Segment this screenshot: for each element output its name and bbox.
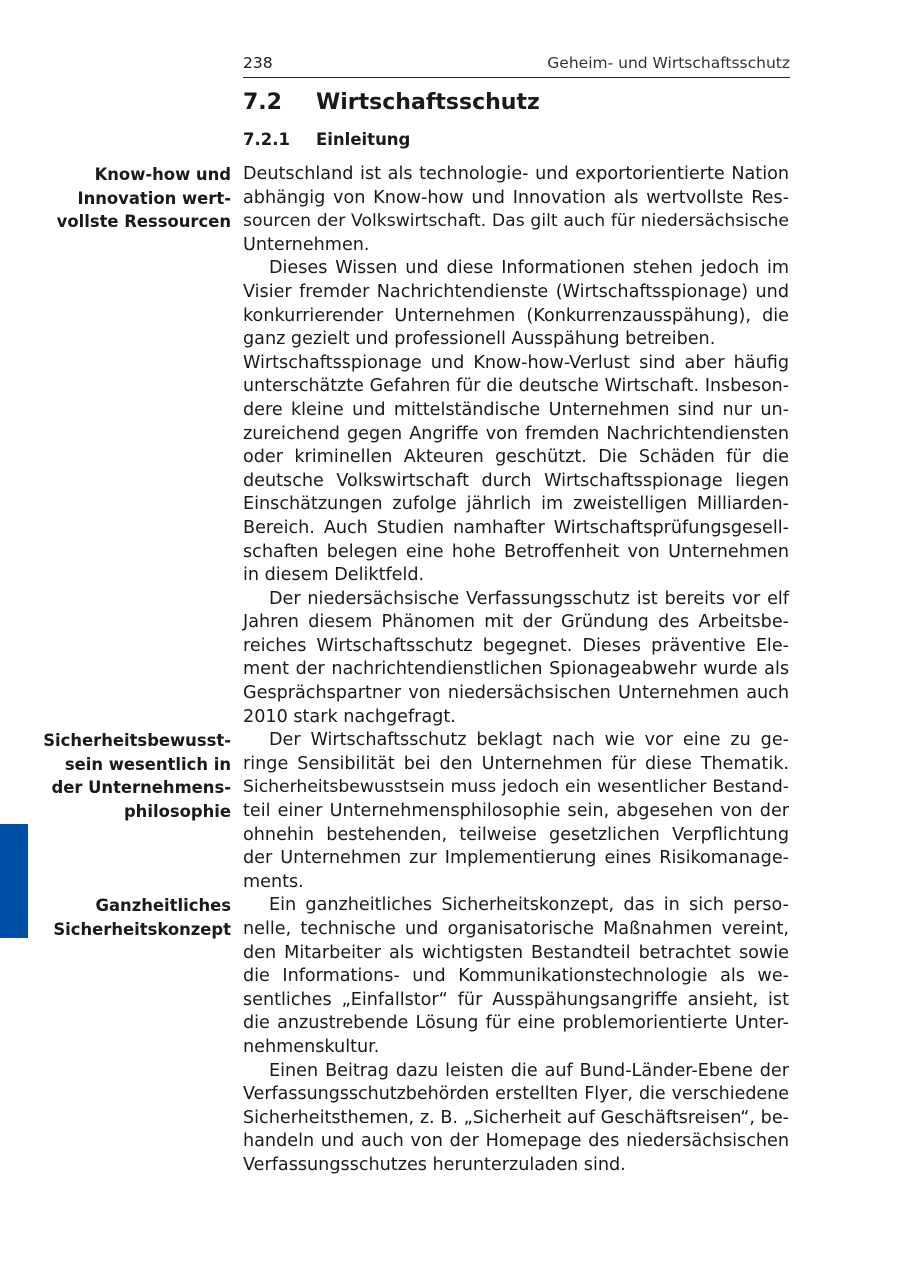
text-line: Sicherheitsthemen, z. B. „Sicherheit auf Geschäftsreisen“, be-	[243, 1107, 789, 1128]
text-line: Deutschland ist als technologie- und exportorientierte Nation	[243, 164, 789, 184]
text-line: Ein ganzheitliches Sicherheitskonzept, das in sich perso-	[269, 895, 789, 916]
text-line: Einen Beitrag dazu leisten die auf Bund-Länder-Ebene der	[269, 1060, 789, 1081]
text-line: Unternehmen.	[243, 234, 370, 255]
section-title: Wirtschaftsschutz	[316, 90, 540, 115]
text-line: dere kleine und mittelständische Unternehmen sind nur un-	[243, 399, 789, 420]
margin-note-line: Sicherheitsbewusst-	[43, 731, 231, 750]
margin-note-line: Know-how und	[94, 165, 231, 184]
text-line: handeln und auch von der Homepage des niedersächsischen	[243, 1131, 789, 1152]
text-line: konkurrierender Unternehmen (Konkurrenzausspähung), die	[243, 305, 789, 326]
text-line: ringe Sensibilität bei den Unternehmen für diese Thematik.	[243, 753, 789, 774]
text-line: abhängig von Know-how und Innovation als wertvollste Res-	[243, 187, 789, 208]
text-line: Wirtschaftsspionage und Know-how-Verlust sind aber häufig	[243, 352, 789, 373]
text-line: Einschätzungen zufolge jährlich im zweistelligen Milliarden-	[243, 494, 789, 515]
text-line: Gesprächspartner von niedersächsischen Unternehmen auch	[243, 683, 789, 704]
text-line: Der niedersächsische Verfassungsschutz ist bereits vor elf	[269, 588, 789, 609]
text-line: ohnehin bestehenden, teilweise gesetzlichen Verpflichtung	[243, 824, 789, 845]
text-line: oder kriminellen Akteuren geschützt. Die Schäden für die	[243, 447, 789, 468]
text-line: den Mitarbeiter als wichtigsten Bestandteil betrachtet sowie	[243, 942, 789, 963]
text-line: 2010 stark nachgefragt.	[243, 706, 456, 727]
text-line: Jahren diesem Phänomen mit der Gründung des Arbeitsbe-	[243, 612, 789, 633]
margin-note-line: Sicherheitskonzept	[53, 919, 231, 939]
subsection-number: 7.2.1	[243, 130, 290, 149]
text-line: sentliches „Einfallstor“ für Ausspähungsangriffe ansieht, ist	[243, 989, 789, 1010]
margin-note-line: philosophie	[123, 801, 231, 821]
margin-note-ganzheitlich	[6, 894, 231, 941]
text-line: reiches Wirtschaftsschutz begegnet. Dieses präventive Ele-	[243, 635, 789, 656]
text-line: Dieses Wissen und diese Informationen stehen jedoch im	[269, 258, 789, 279]
text-line: Bereich. Auch Studien namhafter Wirtschaftsprüfungsgesell-	[243, 517, 789, 538]
body-text	[243, 163, 789, 1178]
running-header	[243, 52, 790, 78]
text-line: Sicherheitsbewusstsein muss jedoch ein wesentlicher Bestand-	[243, 777, 789, 798]
text-line: teil einer Unternehmensphilosophie sein, abgesehen von der	[243, 801, 789, 822]
subsection-title: Einleitung	[316, 130, 411, 149]
text-line: ganz gezielt und professionell Ausspähung betreiben.	[243, 329, 716, 350]
text-line: ment der nachrichtendienstlichen Spionageabwehr wurde als	[243, 659, 789, 680]
margin-note-line: der Unternehmens-	[51, 778, 231, 798]
margin-note-line: vollste Ressourcen	[56, 212, 231, 232]
text-line: Visier fremder Nachrichtendienste (Wirtschaftsspionage) und	[243, 281, 789, 302]
margin-note-line: sein wesentlich in	[64, 754, 231, 774]
text-line: der Unternehmen zur Implementierung eines Risikomanage-	[243, 848, 789, 869]
text-line: unterschätzte Gefahren für die deutsche Wirtschaft. Insbeson-	[243, 376, 789, 397]
margin-note-know-how	[6, 163, 231, 234]
text-line: die Informations- und Kommunikationstechnologie als we-	[243, 966, 789, 987]
text-line: zureichend gegen Angriffe von fremden Nachrichtendiensten	[243, 423, 789, 444]
text-line: schaften belegen eine hohe Betroffenheit von Unternehmen	[243, 541, 789, 562]
margin-note-sicherheitsbewusstsein	[6, 729, 231, 823]
page-number: 238	[243, 54, 273, 72]
text-line: in diesem Deliktfeld.	[243, 565, 425, 586]
section-number: 7.2	[243, 90, 282, 115]
text-line: Verfassungsschutzbehörden erstellten Flyer, die verschiedene	[243, 1084, 789, 1105]
text-line: nehmenskultur.	[243, 1036, 380, 1057]
text-line: Verfassungsschutzes herunterzuladen sind.	[243, 1154, 626, 1175]
margin-note-line: Innovation wert-	[77, 188, 231, 208]
text-line: deutsche Volkswirtschaft durch Wirtschaftsspionage liegen	[243, 470, 789, 491]
margin-note-line: Ganzheitliches	[95, 896, 231, 915]
text-line: die anzustrebende Lösung für eine problemorientierte Unter-	[243, 1013, 789, 1034]
subsection-heading	[243, 128, 410, 152]
text-line: sourcen der Volkswirtschaft. Das gilt auch für niedersächsische	[243, 211, 789, 232]
text-line: ments.	[243, 871, 304, 892]
section-heading	[243, 88, 540, 118]
text-line: nelle, technische und organisatorische Maßnahmen vereint,	[243, 919, 789, 939]
running-title: Geheim- und Wirtschaftsschutz	[547, 54, 790, 72]
text-line: Der Wirtschaftsschutz beklagt nach wie vor eine zu ge-	[269, 730, 789, 751]
